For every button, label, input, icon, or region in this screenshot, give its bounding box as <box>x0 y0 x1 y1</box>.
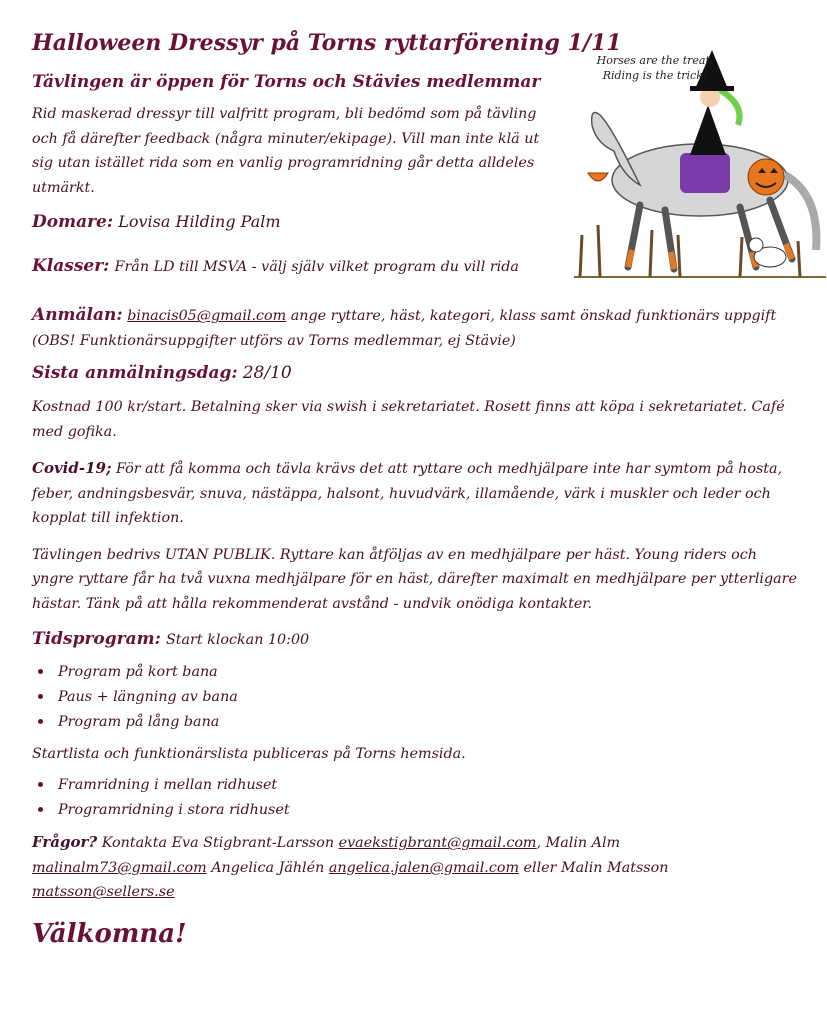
contact-email-malin-matsson[interactable]: matsson@sellers.se <box>32 884 175 901</box>
list-item: • Framridning i mellan ridhuset <box>54 772 802 797</box>
judge-line <box>32 210 802 235</box>
contact-text: Frågor? Kontakta Eva Stigbrant-Larsson evaekstigbrant@gmail.com, Malin Alm malinalm73@gmail.com Angelica Jählén angelica.jalen@gmail.com eller Malin Matsson matsson@sellers.se <box>32 833 669 901</box>
page-subtitle: Tävlingen är öppen för Torns och Stävies medlemmar <box>32 72 541 93</box>
startlist-text: Startlista och funktionärslista publiceras på Torns hemsida. <box>32 745 466 762</box>
schedule-list <box>32 659 802 734</box>
flyer-content <box>32 30 802 949</box>
list-item: • Paus + längning av bana <box>54 684 802 709</box>
list-item: • Program på lång bana <box>54 709 802 734</box>
judge-label: Domare: <box>32 212 114 233</box>
judge-value: Lovisa Hilding Palm <box>118 212 281 232</box>
deadline-line <box>32 363 802 383</box>
list-item: • Programridning i stora ridhuset <box>54 797 802 822</box>
cost-text: Kostnad 100 kr/start. Betalning sker via swish i sekretariatet. Rosett finns att köpa i sekretariatet. Café med gofika. <box>32 399 785 440</box>
schedule-line <box>32 628 802 653</box>
arena-list <box>32 772 802 822</box>
public-text: Tävlingen bedrivs UTAN PUBLIK. Ryttare kan åtföljas av en medhjälpare per häst. Young riders och yngre ryttare får ha två vuxna medhjälpare för en häst, därefter maximalt en medhjälpare per ytterligare hästar. Tänk på att hålla rekommenderat avstånd - undvik onödiga kontakter. <box>32 546 797 612</box>
classes-label: Klasser: <box>32 255 110 276</box>
welcome-heading: Välkomna! <box>32 918 187 949</box>
covid-label: Covid-19; <box>32 459 112 478</box>
schedule-start: Start klockan 10:00 <box>165 632 310 649</box>
contact-email-eva[interactable]: evaekstigbrant@gmail.com <box>338 835 537 852</box>
classes-value: Från LD till MSVA - välj själv vilket program du vill rida <box>114 258 519 275</box>
classes-line <box>32 255 802 280</box>
deadline-value: 28/10 <box>242 363 292 384</box>
illustration-caption: Horses are the treat. Riding is the trick! <box>596 54 714 82</box>
deadline-label: Sista anmälningsdag: <box>32 363 238 384</box>
schedule-label: Tidsprogram: <box>32 629 161 650</box>
contact-label: Frågor? <box>32 833 98 852</box>
registration-email-link[interactable]: binacis05@gmail.com <box>127 308 287 325</box>
registration-label: Anmälan: <box>32 305 123 326</box>
registration-text: Anmälan: binacis05@gmail.com ange ryttare, häst, kategori, klass samt önskad funktionärs uppgift (OBS! Funktionärsuppgifter utförs av Torns medlemmar, ej Stävie) <box>32 305 777 349</box>
contact-email-angelica[interactable]: angelica.jalen@gmail.com <box>328 859 519 876</box>
contact-email-malin-alm[interactable]: malinalm73@gmail.com <box>32 859 207 876</box>
intro-text: Rid maskerad dressyr till valfritt program, bli bedömd som på tävling och få därefter feedback (några minuter/ekipage). Vill man inte klä ut sig utan istället rida som en vanlig programridning går detta alldeles utmärkt. <box>32 106 540 196</box>
list-item: • Program på kort bana <box>54 659 802 684</box>
covid-text: Covid-19; För att få komma och tävla krävs det att ryttare och medhjälpare inte har symtom på hosta, feber, andningsbesvär, snuva, nästäppa, halsont, huvudvärk, illamående, värk i muskler och leder och kopplat till infektion. <box>32 459 783 527</box>
page-title: Halloween Dressyr på Torns ryttarförening 1/11 <box>32 30 622 56</box>
